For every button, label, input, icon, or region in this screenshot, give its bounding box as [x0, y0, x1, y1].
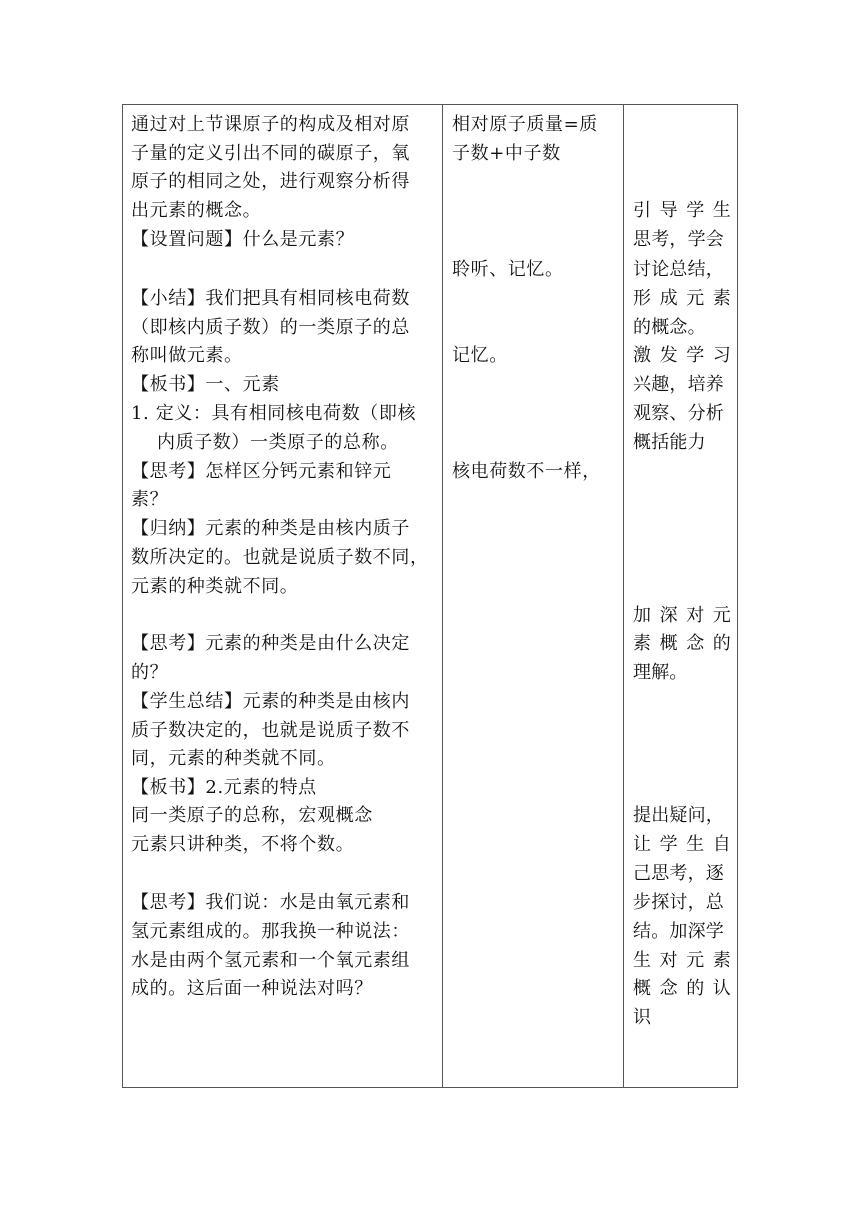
process-line: 元素的种类就不同。: [131, 576, 299, 597]
process-line: 水是由两个氢元素和一个氧元素组: [131, 950, 410, 971]
student-line: 相对原子质量=质: [452, 114, 598, 135]
intent-line: 己思考，逐: [633, 863, 724, 884]
process-line: 【思考】我们说：水是由氧元素和: [131, 892, 410, 913]
process-line: 同，元素的种类就不同。: [131, 748, 336, 769]
intent-line: 引导学生: [633, 200, 740, 221]
process-line: 元素只讲种类，不将个数。: [131, 834, 355, 855]
intent-line: 识: [633, 1007, 652, 1028]
intent-line: 让学生自: [633, 834, 740, 855]
intent-line: 概念的认: [633, 978, 740, 999]
intent-line: 兴趣，培养: [633, 374, 724, 395]
intent-line: 生对元素: [633, 950, 740, 971]
intent-line: 提出疑问，: [633, 805, 724, 826]
process-line: 成的。这后面一种说法对吗？: [131, 978, 373, 999]
intent-line: 形成元素: [633, 288, 740, 309]
intent-line: 激发学习: [633, 345, 740, 366]
column-divider-1: [442, 105, 443, 1087]
process-line: 【设置问题】什么是元素？: [131, 229, 355, 250]
student-line: 子数+中子数: [452, 143, 561, 164]
process-line: 1. 定义：具有相同核电荷数（即核: [131, 403, 417, 424]
intent-line: 观察、分析: [633, 403, 724, 424]
process-line: 子量的定义引出不同的碳原子，氧: [131, 143, 410, 164]
student-line: 记忆。: [452, 345, 508, 366]
process-line: 【思考】怎样区分钙元素和锌元: [131, 461, 392, 482]
process-line: 数所决定的。也就是说质子数不同，: [131, 547, 429, 568]
process-line: 原子的相同之处，进行观察分析得: [131, 171, 410, 192]
intent-line: 步探讨，总: [633, 892, 724, 913]
process-line: 【板书】2.元素的特点: [131, 777, 317, 798]
process-line: 的？: [131, 662, 169, 683]
process-line: 素？: [131, 489, 169, 510]
process-line: （即核内质子数）的一类原子的总: [131, 317, 410, 338]
process-line: 同一类原子的总称，宏观概念: [131, 805, 373, 826]
process-line: 出元素的概念。: [131, 200, 262, 221]
student-line: 核电荷数不一样，: [452, 461, 601, 482]
process-line: 【归纳】元素的种类是由核内质子: [131, 518, 410, 539]
process-line: 质子数决定的，也就是说质子数不: [131, 720, 410, 741]
intent-line: 概括能力: [633, 432, 706, 453]
process-line: 内质子数）一类原子的总称。: [157, 432, 399, 453]
process-line: 通过对上节课原子的构成及相对原: [131, 114, 410, 135]
intent-line: 加深对元: [633, 605, 740, 626]
process-line: 【思考】元素的种类是由什么决定: [131, 633, 410, 654]
intent-line: 的概念。: [633, 317, 706, 338]
student-line: 聆听、记忆。: [452, 259, 564, 280]
process-line: 【学生总结】元素的种类是由核内: [131, 691, 410, 712]
intent-line: 讨论总结，: [633, 259, 724, 280]
intent-line: 思考，学会: [633, 229, 724, 250]
intent-line: 素概念的: [633, 633, 740, 654]
process-line: 氢元素组成的。那我换一种说法：: [131, 921, 410, 942]
column-divider-2: [623, 105, 624, 1087]
intent-line: 结。加深学: [633, 921, 724, 942]
intent-line: 理解。: [633, 662, 688, 683]
process-line: 【板书】一、元素: [131, 374, 280, 395]
process-line: 称叫做元素。: [131, 345, 243, 366]
lesson-plan-table: [122, 104, 738, 1088]
process-line: 【小结】我们把具有相同核电荷数: [131, 288, 410, 309]
